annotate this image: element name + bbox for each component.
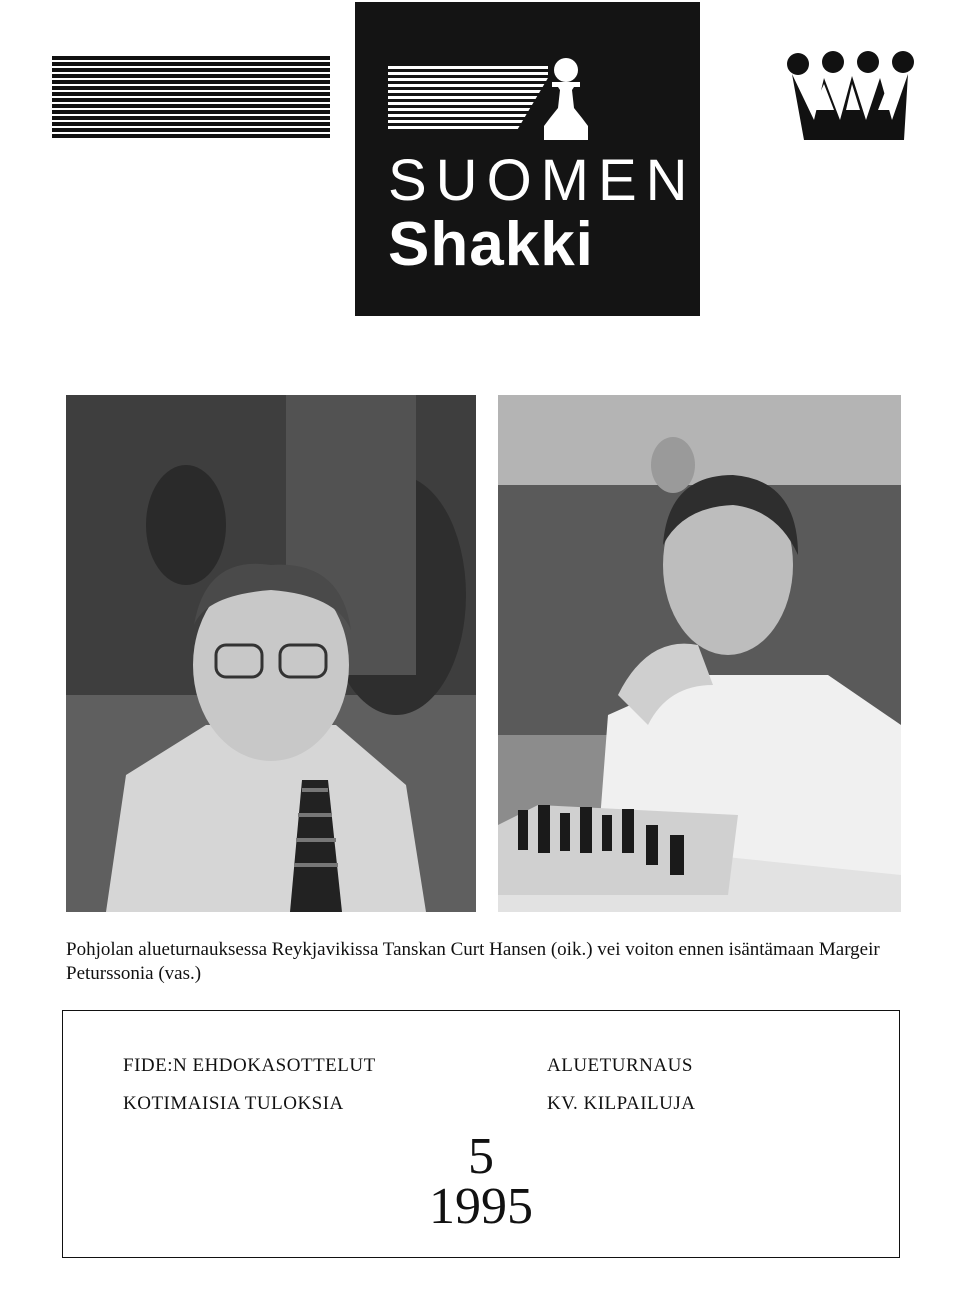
issue-year: 1995 xyxy=(429,1178,533,1235)
issue-number: 5 xyxy=(468,1128,494,1185)
masthead-subtitle: Shakki xyxy=(388,210,594,279)
masthead-logo xyxy=(355,2,700,316)
logo-speed-lines xyxy=(388,66,548,132)
masthead-title: SUOMEN xyxy=(388,148,697,213)
cover-photo-caption: Pohjolan alueturnauksessa Reykjavikissa Tanskan Curt Hansen (oik.) vei voiton ennen isäntämaan Margeir Peturssonia (vas.) xyxy=(66,939,880,984)
queen-crown-icon xyxy=(784,48,926,144)
photo-margeir-petursson xyxy=(66,395,476,912)
topic-international-events: KV. KILPAILUJA xyxy=(547,1093,696,1114)
topic-zonal-tournament: ALUETURNAUS xyxy=(547,1055,693,1076)
pawn-icon xyxy=(530,56,602,142)
topic-domestic-results: KOTIMAISIA TULOKSIA xyxy=(123,1093,344,1114)
contents-box xyxy=(62,1010,900,1258)
decorative-stripes xyxy=(52,56,330,140)
photo-curt-hansen xyxy=(498,395,901,912)
topic-candidates-matches: FIDE:N EHDOKASOTTELUT xyxy=(123,1055,376,1076)
